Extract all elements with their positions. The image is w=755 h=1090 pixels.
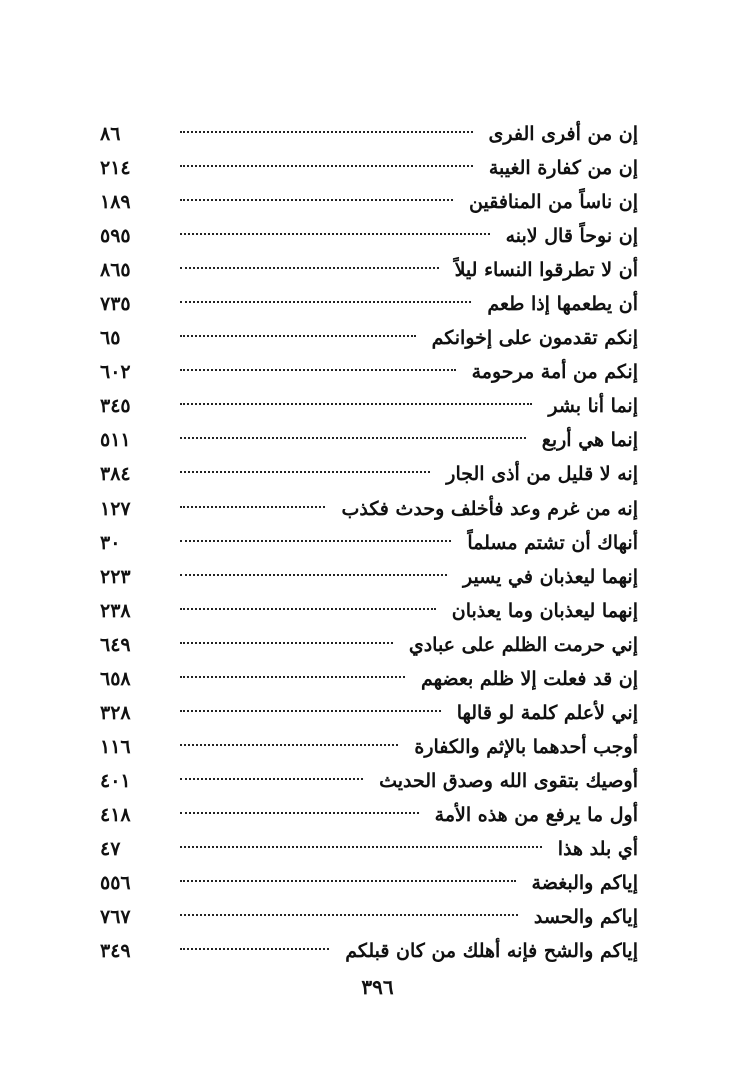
entry-title: إن من أفرى الفرى xyxy=(488,123,638,145)
dot-leader xyxy=(180,335,416,337)
entry-page-number: ٣٤٥ xyxy=(100,395,131,418)
index-entry xyxy=(100,117,638,151)
page-number: ٣٩٦ xyxy=(361,975,394,999)
index-entry xyxy=(100,730,638,764)
index-entry xyxy=(100,151,638,185)
dot-leader xyxy=(180,506,325,508)
entry-page-number: ٨٦٥ xyxy=(100,259,131,282)
entry-title: أن يطعمها إذا طعم xyxy=(487,293,638,316)
index-entry xyxy=(100,219,638,253)
index-entry xyxy=(100,526,638,560)
dot-leader xyxy=(180,165,473,167)
entry-page-number: ٥٥٦ xyxy=(100,872,131,895)
dot-leader xyxy=(180,233,490,235)
entry-title: أول ما يرفع من هذه الأمة xyxy=(434,803,638,826)
entry-title: أوصيك بتقوى الله وصدق الحديث xyxy=(379,769,638,792)
dot-leader xyxy=(180,846,542,848)
entry-title: إياكم والشح فإنه أهلك من كان قبلكم xyxy=(345,940,638,963)
index-entry xyxy=(100,900,638,934)
dot-leader xyxy=(180,914,518,916)
index-entry xyxy=(100,696,638,730)
entry-title: إن ناساً من المنافقين xyxy=(469,191,638,214)
entry-title: إن من كفارة الغيبة xyxy=(488,157,638,180)
dot-leader xyxy=(180,948,329,950)
index-entry xyxy=(100,628,638,662)
dot-leader xyxy=(180,403,532,405)
entry-page-number: ٧٦٧ xyxy=(100,906,131,929)
dot-leader xyxy=(180,642,393,644)
entry-title: إنكم تقدمون على إخوانكم xyxy=(431,327,638,350)
index-entry xyxy=(100,662,638,696)
entry-page-number: ٢١٤ xyxy=(100,157,131,180)
entry-title: إنما هي أربع xyxy=(541,429,638,452)
entry-page-number: ٤١٨ xyxy=(100,803,131,826)
entry-page-number: ٦٥٨ xyxy=(100,667,131,690)
entry-page-number: ١٢٧ xyxy=(100,497,131,520)
index-entry xyxy=(100,934,638,968)
entry-title: إنما أنا بشر xyxy=(548,395,638,418)
dot-leader xyxy=(180,540,451,542)
entry-title: إنهما ليعذبان في يسير xyxy=(462,565,638,588)
entry-page-number: ٣٨٤ xyxy=(100,463,131,486)
dot-leader xyxy=(180,608,436,610)
entry-page-number: ٢٣٨ xyxy=(100,599,131,622)
entry-title: إنه لا قليل من أذى الجار xyxy=(446,463,638,486)
index-list xyxy=(100,117,638,968)
entry-title: إنكم من أمة مرحومة xyxy=(471,361,638,384)
index-entry xyxy=(100,866,638,900)
entry-title: إن قد فعلت إلا ظلم بعضهم xyxy=(420,667,638,690)
dot-leader xyxy=(180,131,473,133)
entry-page-number: ٧٣٥ xyxy=(100,293,131,316)
entry-page-number: ٤٠١ xyxy=(100,769,131,792)
entry-title: إياكم والحسد xyxy=(533,906,638,929)
entry-title: إنه من غرم وعد فأخلف وحدث فكذب xyxy=(341,497,638,520)
entry-title: إني لأعلم كلمة لو قالها xyxy=(456,701,638,724)
index-entry xyxy=(100,764,638,798)
dot-leader xyxy=(180,778,363,780)
entry-page-number: ٢٢٣ xyxy=(100,565,131,588)
entry-title: أي بلد هذا xyxy=(557,837,638,860)
entry-page-number: ٣٢٨ xyxy=(100,701,131,724)
entry-title: أن لا تطرقوا النساء ليلاً xyxy=(454,259,638,282)
entry-page-number: ٣٤٩ xyxy=(100,940,131,963)
entry-title: أنهاك أن تشتم مسلماً xyxy=(467,531,638,554)
dot-leader xyxy=(180,880,516,882)
dot-leader xyxy=(180,676,405,678)
entry-page-number: ١١٦ xyxy=(100,735,131,758)
entry-title: إني حرمت الظلم على عبادي xyxy=(408,633,638,656)
entry-title: إنهما ليعذبان وما يعذبان xyxy=(451,599,638,622)
dot-leader xyxy=(180,812,419,814)
entry-page-number: ٦٤٩ xyxy=(100,633,131,656)
dot-leader xyxy=(180,574,447,576)
index-entry xyxy=(100,355,638,389)
index-entry xyxy=(100,594,638,628)
index-entry xyxy=(100,253,638,287)
dot-leader xyxy=(180,471,430,473)
entry-title: إن نوحاً قال لابنه xyxy=(505,225,638,248)
entry-page-number: ٦٥ xyxy=(100,327,121,350)
entry-page-number: ٦٠٢ xyxy=(100,361,131,384)
index-entry xyxy=(100,492,638,526)
entry-page-number: ٣٠ xyxy=(100,531,121,554)
index-entry xyxy=(100,560,638,594)
dot-leader xyxy=(180,744,398,746)
index-entry xyxy=(100,321,638,355)
entry-page-number: ٥٩٥ xyxy=(100,225,131,248)
index-entry xyxy=(100,389,638,423)
dot-leader xyxy=(180,301,471,303)
entry-page-number: ٨٦ xyxy=(100,123,121,145)
dot-leader xyxy=(180,437,526,439)
index-entry xyxy=(100,832,638,866)
dot-leader xyxy=(180,199,453,201)
index-entry xyxy=(100,423,638,457)
entry-page-number: ١٨٩ xyxy=(100,191,131,214)
index-entry xyxy=(100,185,638,219)
dot-leader xyxy=(180,267,439,269)
entry-title: إياكم والبغضة xyxy=(531,872,638,895)
index-entry xyxy=(100,798,638,832)
dot-leader xyxy=(180,369,456,371)
entry-title: أوجب أحدهما بالإثم والكفارة xyxy=(414,735,638,758)
index-entry xyxy=(100,457,638,491)
index-entry xyxy=(100,287,638,321)
entry-page-number: ٤٧ xyxy=(100,837,121,860)
dot-leader xyxy=(180,710,441,712)
entry-page-number: ٥١١ xyxy=(100,429,131,452)
